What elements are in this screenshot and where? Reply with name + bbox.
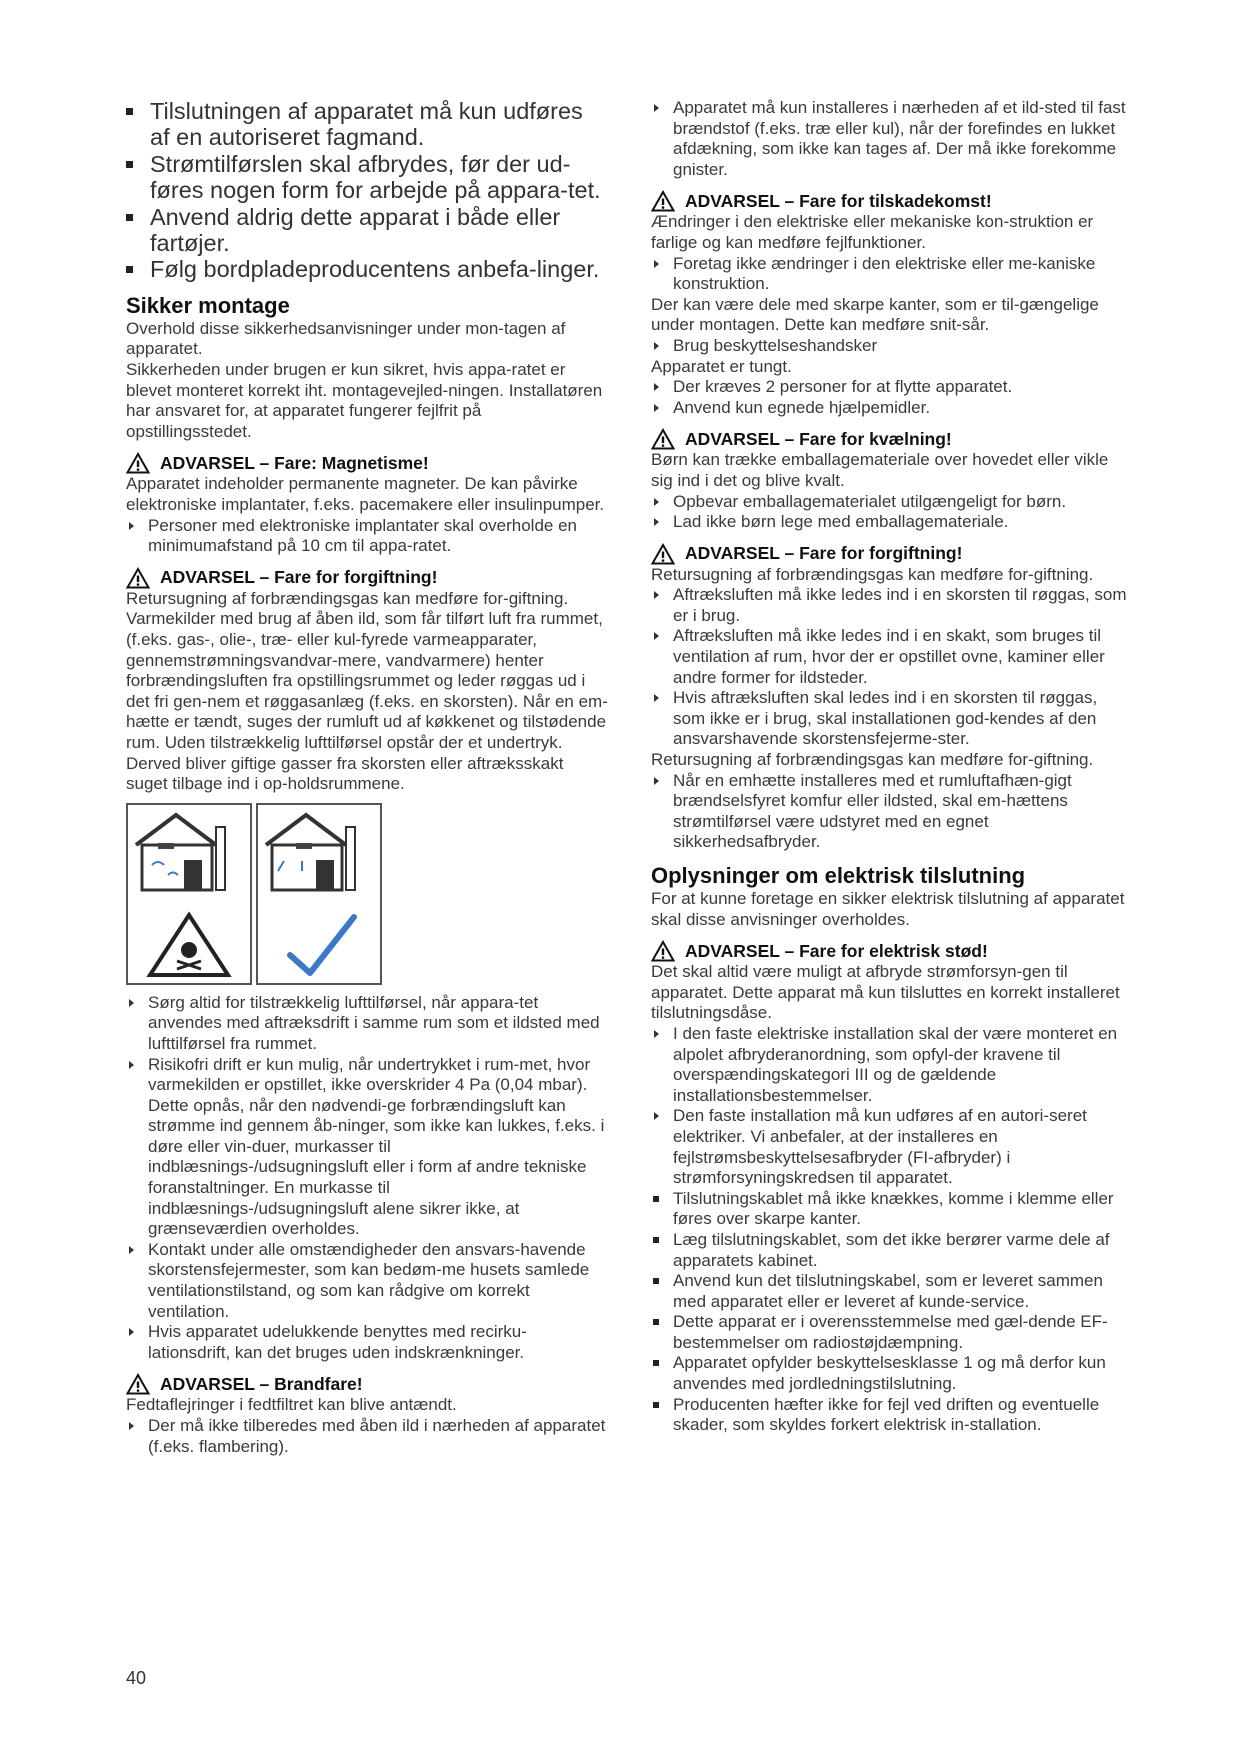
list-item: Aftræksluften må ikke ledes ind i en skorsten til røggas, som er i brug. bbox=[651, 585, 1133, 626]
list-item: Foretag ikke ændringer i den elektriske eller me-kaniske konstruktion. bbox=[651, 254, 1133, 295]
list-item: Personer med elektroniske implantater skal overholde en minimumafstand på 10 cm til appa-ratet. bbox=[126, 516, 608, 557]
list-item: Opbevar emballagematerialet utilgængeligt for børn. bbox=[651, 492, 1133, 513]
paragraph: Børn kan trække emballagemateriale over hovedet eller vikle sig ind i det og blive kvalt. bbox=[651, 450, 1109, 490]
warning-heading bbox=[126, 452, 608, 474]
paragraph: Apparatet er tungt. bbox=[651, 356, 792, 376]
heading-sikker-montage: Sikker montage bbox=[126, 292, 290, 318]
right-column bbox=[651, 98, 1133, 1436]
warning-label: ADVARSEL – Fare for elektrisk stød! bbox=[685, 940, 988, 961]
list bbox=[126, 1416, 608, 1457]
paragraph: Retursugning af forbrændingsgas kan medføre for-giftning. bbox=[651, 750, 1094, 770]
list-item: Apparatet må kun installeres i nærheden af et ild-sted til fast brændstof (f.eks. træ eller kul), når der forefindes en lukket afdækning, som ikke kan tages af. Der må ikke forekomme gnister. bbox=[651, 98, 1133, 180]
warning-label: ADVARSEL – Fare for kvælning! bbox=[685, 428, 952, 449]
list bbox=[651, 336, 1133, 357]
list-item: Der kræves 2 personer for at flytte apparatet. bbox=[651, 377, 1133, 398]
house-ok-image bbox=[258, 805, 380, 983]
warning-label: ADVARSEL – Fare for tilskadekomst! bbox=[685, 190, 992, 211]
list-item: Tilslutningen af apparatet må kun udføres af en autoriseret fagmand. bbox=[126, 98, 608, 151]
list-item: Lad ikke børn lege med emballagemateriale. bbox=[651, 512, 1133, 533]
list bbox=[126, 993, 608, 1364]
list bbox=[651, 254, 1133, 295]
list-item: I den faste elektriske installation skal der være monteret en alpolet afbryderanordning, som opfyl-der kravene til overspændingskategori III og de gældende installationsbestemmelser. bbox=[651, 1024, 1133, 1106]
list-item: Læg tilslutningskablet, som det ikke berører varme dele af apparatets kabinet. bbox=[651, 1230, 1133, 1271]
paragraph: Sikkerheden under brugen er kun sikret, hvis appa-ratet er blevet monteret korrekt iht. montagevejled-ningen. Installatøren har ansvaret for, at apparatet fungerer fejlfrit på opstillingsstedet. bbox=[126, 360, 603, 441]
list-item: Hvis apparatet udelukkende benyttes med recirku-lationsdrift, kan det bruges uden indskrænkninger. bbox=[126, 1322, 608, 1363]
warning-heading bbox=[651, 428, 1133, 450]
warning-label: ADVARSEL – Fare for forgiftning! bbox=[685, 543, 963, 564]
warning-icon bbox=[651, 190, 675, 212]
heading-elektrisk-tilslutning: Oplysninger om elektrisk tilslutning bbox=[651, 863, 1026, 888]
warning-icon bbox=[126, 567, 150, 589]
paragraph: Retursugning af forbrændingsgas kan medføre for-giftning. Varmekilder med brug af åben ild, som får tilført luft fra rummet, (f.eks. gas-, olie-, træ- eller kul-fyrede varmeapparater, gennemstrømningsvandvar-mere, vandvarmere) henter forbrændingsluften fra opstillingsrummet og leder røggas ud i det fri gen-nem et røggasanlæg (f.eks. en skorsten). Når en em-hætte er tændt, suges der rumluft ud af køkkenet og tilstødende rum. Uden tilstrækkelig lufttilførsel opstår der et undertryk. Derved bliver giftige gasser fra skorsten eller aftræksskakt suget tilbage ind i op-holdsrummene. bbox=[126, 588, 608, 794]
list-item: Anvend kun det tilslutningskabel, som er leveret sammen med apparatet eller er leveret af kunde-service. bbox=[651, 1271, 1133, 1312]
list bbox=[651, 1189, 1133, 1436]
list-item: Den faste installation må kun udføres af en autori-seret elektriker. Vi anbefaler, at der installeres en fejlstrømsbeskyttelsesafbryder (FI-afbryder) i strømforsyningskredsen til apparatet. bbox=[651, 1106, 1133, 1188]
paragraph: Fedtaflejringer i fedtfiltret kan blive antændt. bbox=[126, 1395, 457, 1415]
list-item: Aftræksluften må ikke ledes ind i en skakt, som bruges til ventilation af rum, hvor der er opstillet ovne, kaminer eller andre former for ildsteder. bbox=[651, 626, 1133, 688]
warning-icon bbox=[651, 428, 675, 450]
list-item: Kontakt under alle omstændigheder den ansvars-havende skorstensfejermester, som kan bedøm-me husets samlede ventilationstilstand, og som kan rådgive om korrekt ventilation. bbox=[126, 1240, 608, 1322]
paragraph: Apparatet indeholder permanente magneter. De kan påvirke elektroniske implantater, f.eks. pacemakere eller insulinpumper. bbox=[126, 474, 605, 514]
list bbox=[651, 1024, 1133, 1189]
list-item: Producenten hæfter ikke for fejl ved driften og eventuelle skader, som skyldes forkert elektrisk in-stallation. bbox=[651, 1395, 1133, 1436]
warning-heading bbox=[126, 1373, 608, 1395]
warning-icon bbox=[651, 940, 675, 962]
list-item: Sørg altid for tilstrækkelig lufttilførsel, når appara-tet anvendes med aftræksdrift i samme rum som et ildsted med lufttilførsel fra rummet. bbox=[126, 993, 608, 1055]
paragraph: Det skal altid være muligt at afbryde strømforsyn-gen til apparatet. Dette apparat må kun tilsluttes en korrekt installeret tilslutningsdåse. bbox=[651, 962, 1120, 1023]
warning-icon bbox=[651, 543, 675, 565]
paragraph: Der kan være dele med skarpe kanter, som er til-gængelige under montagen. Dette kan medføre snit-sår. bbox=[651, 294, 1099, 335]
list-item: Når en emhætte installeres med et rumluftafhæn-gigt brændselsfyret komfur eller ildsted, skal em-hættens strømtilførsel være udstyret med en egnet sikkerhedsafbryder. bbox=[651, 771, 1133, 853]
list-item: Brug beskyttelseshandsker bbox=[651, 336, 1133, 357]
left-column bbox=[126, 98, 608, 1457]
illustration-danger bbox=[126, 803, 252, 985]
warning-heading bbox=[126, 567, 608, 589]
warning-label: ADVARSEL – Fare for forgiftning! bbox=[160, 567, 438, 588]
list-item: Følg bordpladeproducentens anbefa-linger. bbox=[126, 256, 608, 282]
warning-heading bbox=[651, 543, 1133, 565]
warning-icon bbox=[126, 1373, 150, 1395]
paragraph: For at kunne foretage en sikker elektrisk tilslutning af apparatet skal disse anvisninger overholdes. bbox=[651, 889, 1125, 929]
intro-list bbox=[126, 98, 608, 283]
list bbox=[651, 98, 1133, 180]
warning-icon bbox=[126, 452, 150, 474]
list bbox=[651, 492, 1133, 533]
page-number: 40 bbox=[126, 1668, 147, 1688]
list bbox=[651, 771, 1133, 853]
list-item: Apparatet opfylder beskyttelsesklasse 1 og må derfor kun anvendes med jordledningstilslutning. bbox=[651, 1353, 1133, 1394]
warning-label: ADVARSEL – Fare: Magnetisme! bbox=[160, 452, 429, 473]
list-item: Hvis aftræksluften skal ledes ind i en skorsten til røggas, som ikke er i brug, skal installationen god-kendes af den ansvarshavende skorstensfejerme-ster. bbox=[651, 688, 1133, 750]
paragraph: Retursugning af forbrændingsgas kan medføre for-giftning. bbox=[651, 564, 1094, 584]
list bbox=[651, 585, 1133, 750]
warning-heading bbox=[651, 940, 1133, 962]
list-item: Der må ikke tilberedes med åben ild i nærheden af apparatet (f.eks. flambering). bbox=[126, 1416, 608, 1457]
list-item: Risikofri drift er kun mulig, når undertrykket i rum-met, hvor varmekilden er opstillet, ikke overskrider 4 Pa (0,04 mbar). Dette opnås, når den nødvendi-ge forbrændingsluft kan strømme ind gennem åb-ninger, som ikke kan lukkes, f.eks. i døre eller vin-duer, murkasser til indblæsnings-/udsugningsluft eller i form af andre tekniske foranstaltninger. En murkasse til indblæsnings-/udsugningsluft alene sikrer ikke, at grænseværdien overholdes. bbox=[126, 1055, 608, 1240]
list bbox=[651, 377, 1133, 418]
ventilation-illustrations bbox=[126, 803, 608, 985]
list-item: Strømtilførslen skal afbrydes, før der ud-føres nogen form for arbejde på appara-tet. bbox=[126, 151, 608, 204]
paragraph: Overhold disse sikkerhedsanvisninger under mon-tagen af apparatet. bbox=[126, 318, 566, 359]
list-item: Dette apparat er i overensstemmelse med gæl-dende EF-bestemmelser om radiostøjdæmpning. bbox=[651, 1312, 1133, 1353]
house-danger-image bbox=[128, 805, 250, 983]
warning-heading bbox=[651, 190, 1133, 212]
warning-label: ADVARSEL – Brandfare! bbox=[160, 1373, 363, 1394]
list-item: Anvend kun egnede hjælpemidler. bbox=[651, 398, 1133, 419]
list bbox=[126, 516, 608, 557]
illustration-ok bbox=[256, 803, 382, 985]
list-item: Anvend aldrig dette apparat i både eller fartøjer. bbox=[126, 204, 608, 257]
paragraph: Ændringer i den elektriske eller mekaniske kon-struktion er farlige og kan medføre fejlfunktioner. bbox=[651, 212, 1094, 252]
list-item: Tilslutningskablet må ikke knækkes, komme i klemme eller føres over skarpe kanter. bbox=[651, 1189, 1133, 1230]
